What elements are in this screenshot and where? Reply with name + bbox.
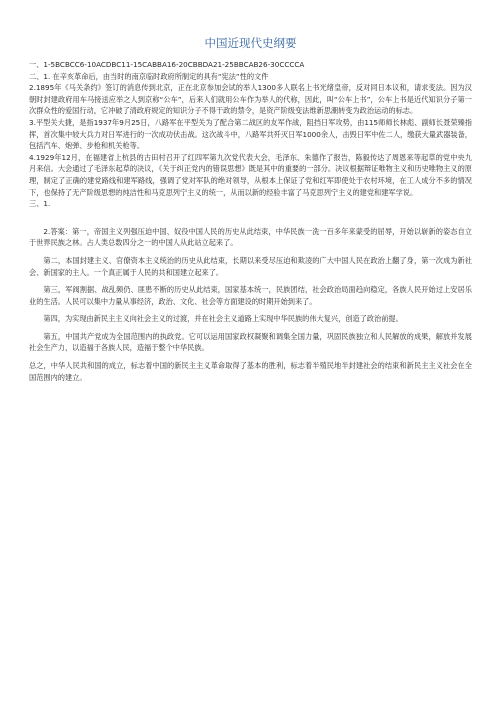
essay-answer-3: 第三，军阀割据、战乱频仍、匪患不断的历史从此结束，国家基本统一，民族团结，社会政治局面趋向稳定，各族人民开始过上安居乐业的生活。人民可以集中力量从事经济，政治、文化、社会等方面建设的时期开始到来了。 (29, 285, 472, 306)
section-spacer (29, 210, 472, 220)
essay-answer-4: 第四，为实现由新民主主义向社会主义的过渡，并在社会主义道路上实现中华民族的伟大复兴，创造了政治前提。 (43, 314, 403, 324)
essay-conclusion: 总之，中华人民共和国的成立，标志着中国的新民主主义革命取得了基本的胜利，标志着半殖民地半封建社会的结束和新民主主义社会在全国范围内的建立。 (29, 361, 472, 382)
section-three-heading: 三、1. (29, 199, 51, 209)
answer-key-term-4: 4.1929年12月，在福建省上杭县的古田村召开了红四军第九次党代表大会，毛泽东、朱德作了报告，陈毅传达了周恩来等起草的党中央九月来信。大会通过了毛泽东起草的决议，《关于纠正党内的错误思想》既是其中的重要的一部分。决议根据辩证唯物主义和历史唯物主义的原理，制定了正确的建党路线和建军路线，强调了党对军队的绝对领导，从根本上保证了党和红军即使处于农村环境，在工人成分不多的情况下，也保持了无产阶级思想的纯洁性和马克思列宁主义的统一，从而以新的经验丰富了马克思列宁主义的建党和建军学说。 (29, 152, 472, 197)
essay-answer-2: 第二，本国封建主义、官僚资本主义统治的历史从此结束，长期以来受尽压迫和欺凌的广大中国人民在政治上翻了身，第一次成为新社会、新国家的主人。一个真正属于人民的共和国建立起来了。 (29, 255, 472, 277)
answer-key-term-3: 3.平型关大捷，是指1937年9月25日，八路军在平型关为了配合第二战区的友军作战，阻挡日军攻势，由115师师长林彪、副师长聂荣臻指挥，首次集中较大兵力对日军进行的一次成功伏击战。这次战斗中，八路军共歼灭日军1000余人，击毁日军中佐二人，缴获大量武器装备，包括汽车、炮弹、步枪和机关枪等。 (29, 117, 472, 151)
answer-key-term-1: 二、1. 在辛亥革命后，由当时的南京临时政府所制定的具有“宪法”性的文件 (29, 71, 269, 81)
document-title: 中国近现代史纲要 (204, 36, 297, 50)
essay-answer-5: 第五，中国共产党成为全国范围内的执政党。它可以运用国家政权凝聚和调集全国力量，巩固民族独立和人民解放的成果，解放并发展社会生产力，以造福于各族人民，造福于整个中华民族。 (29, 331, 472, 353)
answer-key-term-2: 2.1895年《马关条约》签订的消息传到北京，正在北京参加会试的举人1300多人联名上书光绪皇帝，反对同日本议和，请求变法。因为汉朝时封建政府用车马接送应举之人到京称“公车”，后来人们就用公车作为举人的代称，因此，叫“公车上书”，公车上书是近代知识分子第一次群众性的爱国行动，它冲破了清政府规定的知识分子不得干政的禁令，是资产阶级变法维新思潮转变为政治运动的标志。 (29, 83, 472, 116)
answer-key-choice: 一、1-5BCBCC6-10ACDBC11-15CABBA16-20CBBDA21-25BBCAB26-30CCCCA (29, 60, 305, 69)
essay-answer-1: 2.答案：第一，帝国主义列强压迫中国、奴役中国人民的历史从此结束，中华民族一洗一百多年来蒙受的屈辱，开始以崭新的姿态自立于世界民族之林。占人类总数四分之一的中国人从此站立起来了。 (29, 226, 472, 248)
